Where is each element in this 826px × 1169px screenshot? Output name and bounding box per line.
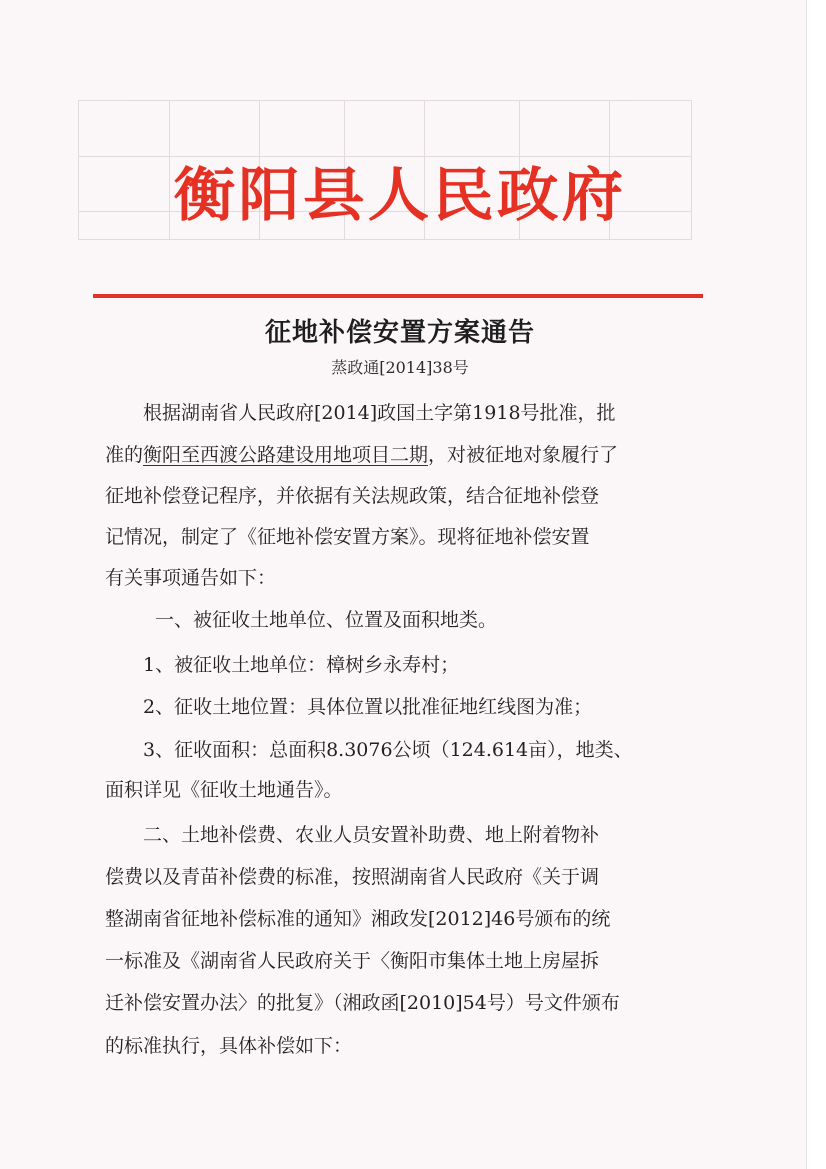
paragraph-line: 迁补偿安置办法〉的批复》（湘政函[2010]54号）号文件颁布 — [105, 992, 620, 1014]
paragraph-line: 二、土地补偿费、农业人员安置补助费、地上附着物补 — [143, 824, 600, 846]
issuing-authority-header: 衡阳县人民政府 — [173, 161, 627, 229]
list-item-continuation: 面积详见《征收土地通告》。 — [105, 779, 343, 801]
paragraph-line — [105, 440, 705, 467]
paragraph-line: 一标准及《湖南省人民政府关于〈衡阳市集体土地上房屋拆 — [105, 950, 600, 972]
list-item: 1、被征收土地单位：樟树乡永寿村； — [143, 654, 460, 676]
paragraph-line: 偿费以及青苗补偿费的标准，按照湖南省人民政府《关于调 — [105, 866, 600, 888]
document-title: 征地补偿安置方案通告 — [264, 318, 535, 348]
red-divider-line — [93, 294, 703, 298]
paragraph-line: 征地补偿登记程序，并依据有关法规政策，结合征地补偿登 — [105, 485, 600, 507]
paragraph-line: 记情况，制定了《征地补偿安置方案》。现将征地补偿安置 — [105, 526, 590, 548]
list-item: 3、征收面积：总面积8.3076公顷（124.614亩），地类、 — [143, 739, 633, 761]
paragraph-line: 整湖南省征地补偿标准的通知》湘政发[2012]46号颁布的统 — [105, 908, 611, 930]
section-heading: 一、被征收土地单位、位置及面积地类。 — [155, 609, 498, 631]
text-fragment: 准的 — [105, 444, 144, 466]
paragraph-line: 根据湖南省人民政府[2014]政国土字第1918号批准，批 — [143, 402, 616, 424]
paragraph-line: 的标准执行，具体补偿如下： — [105, 1035, 353, 1057]
project-name: 衡阳至西渡公路建设用地项目二期 — [143, 444, 429, 466]
list-item: 2、征收土地位置：具体位置以批准征地红线图为准； — [143, 696, 593, 718]
document-number: 蒸政通[2014]38号 — [331, 358, 469, 377]
text-fragment: ，对被征地对象履行了 — [428, 444, 619, 466]
paragraph-line: 有关事项通告如下： — [105, 567, 277, 589]
